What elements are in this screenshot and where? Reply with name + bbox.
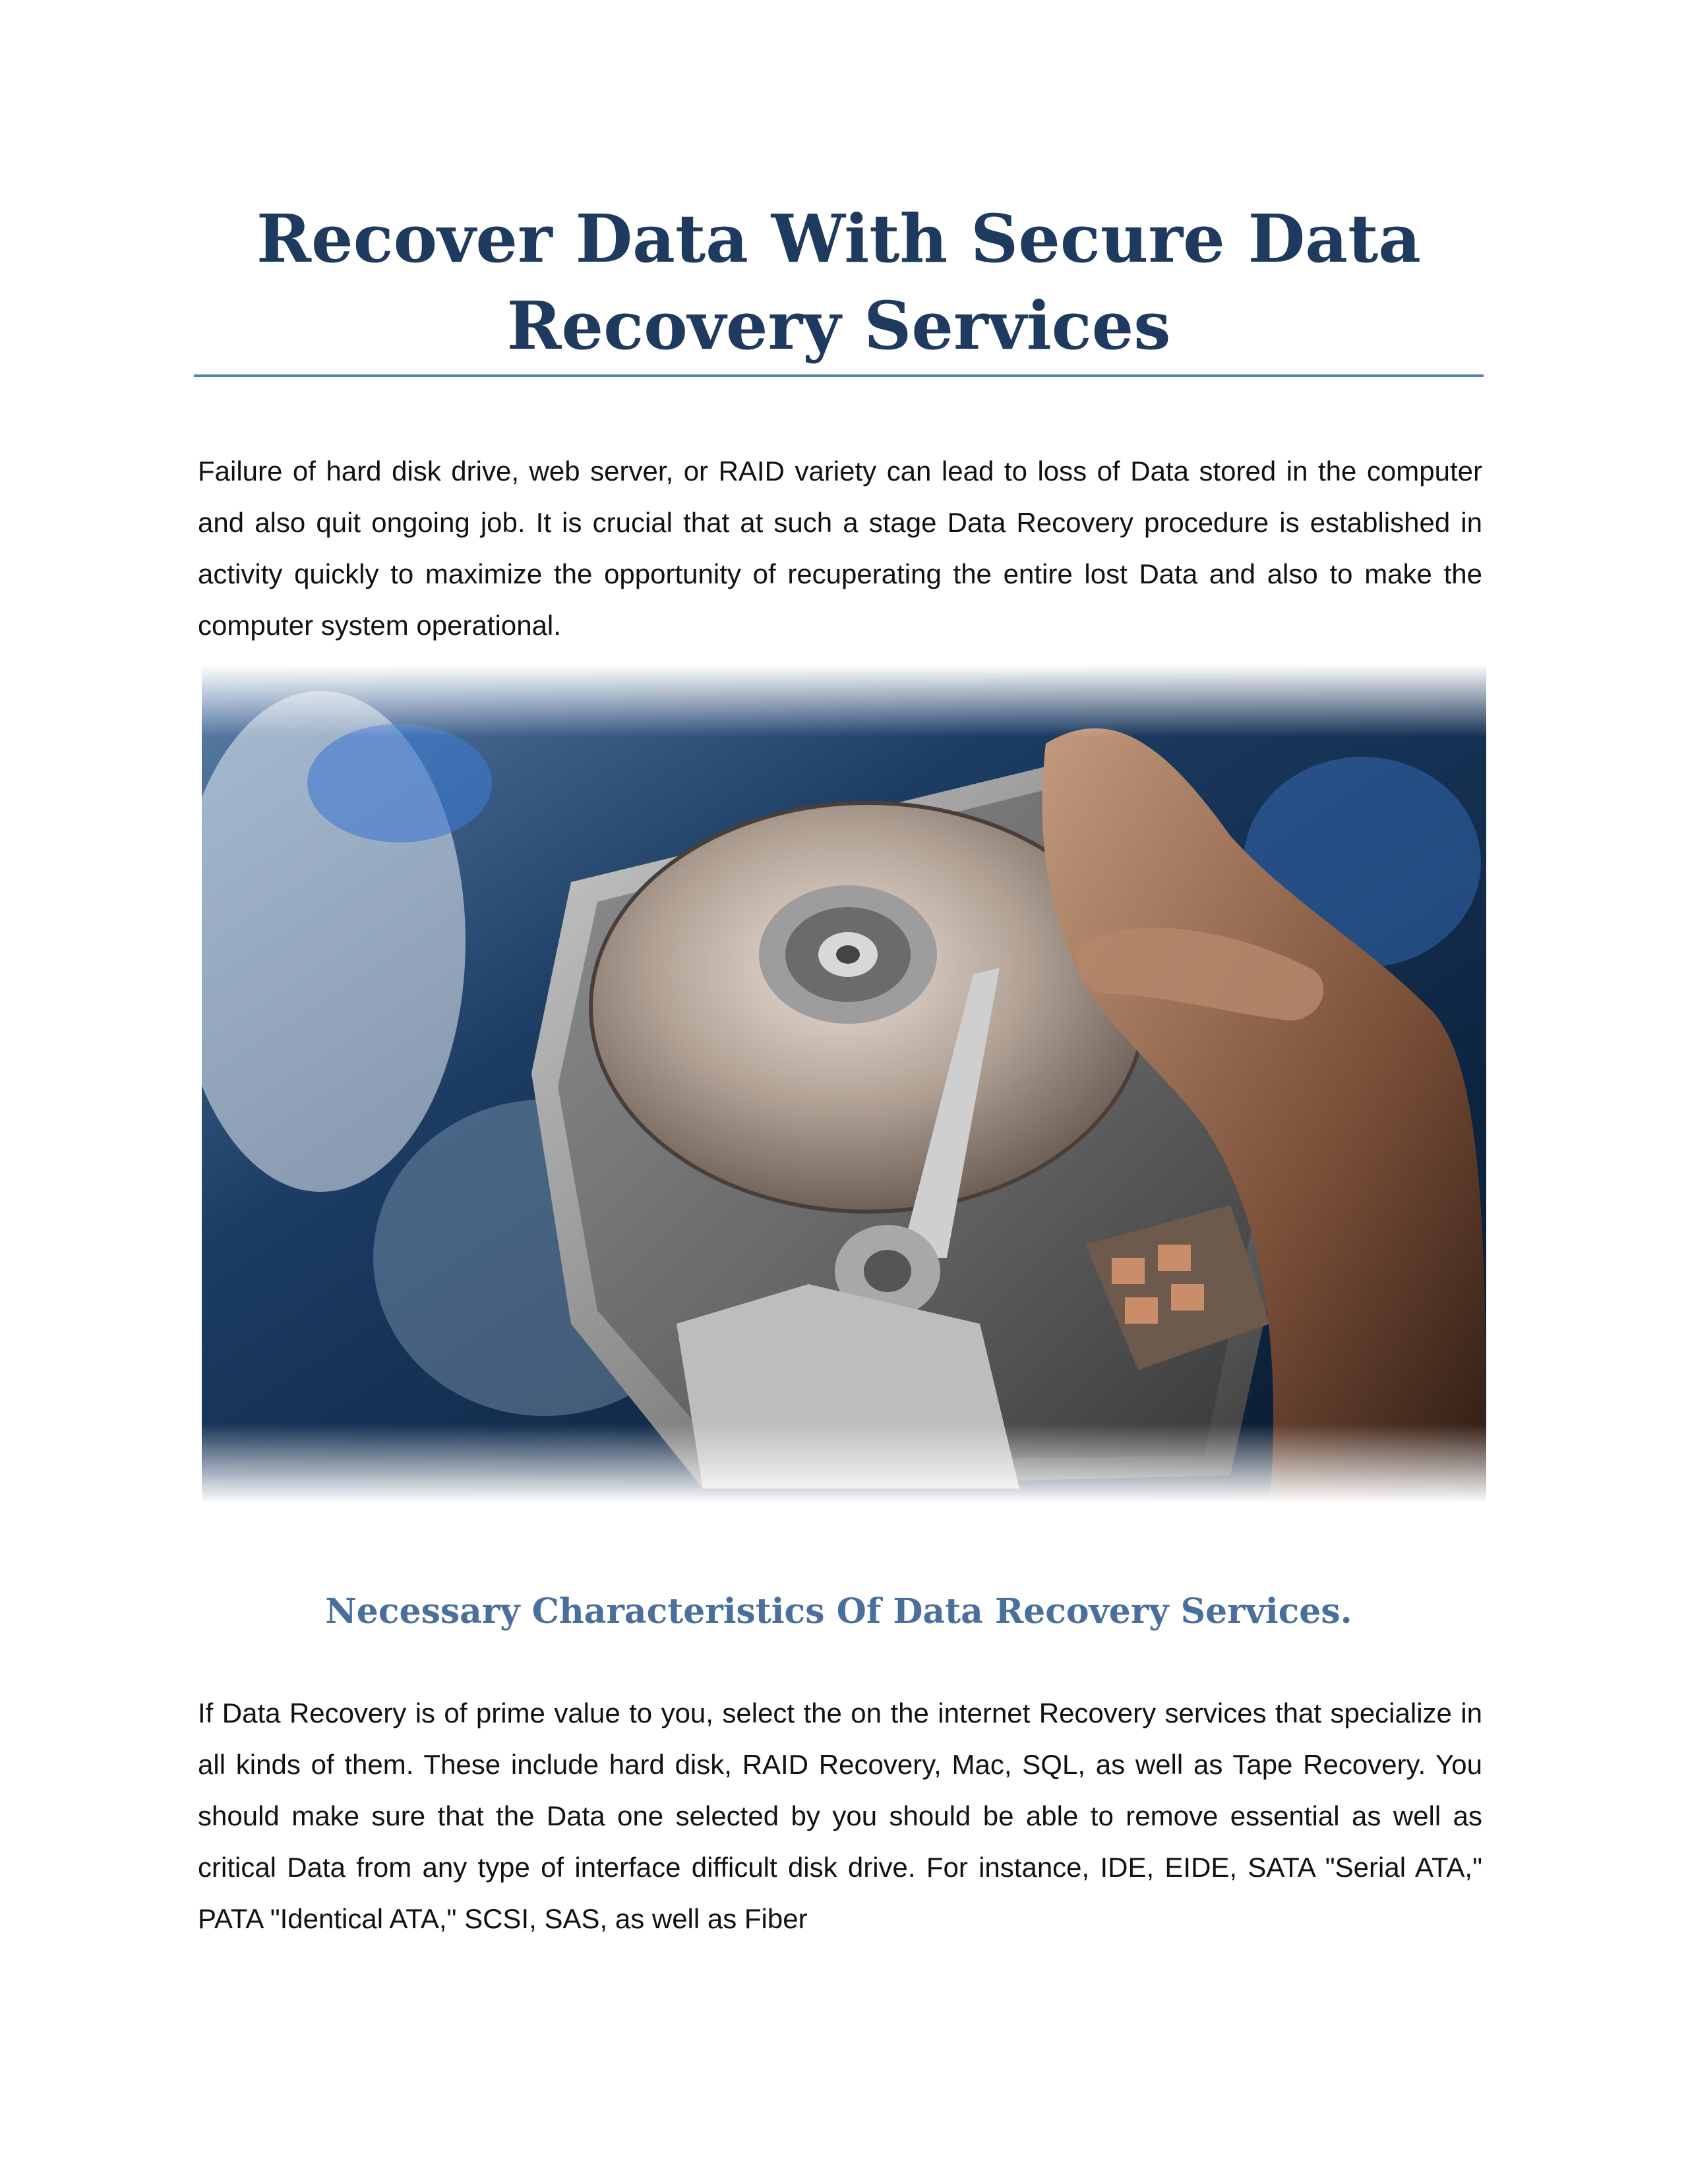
section-heading: Necessary Characteristics Of Data Recovery Services.: [325, 1591, 1352, 1632]
intro-paragraph: Failure of hard disk drive, web server, or RAID variety can lead to loss of Data stored in the computer and also quit ongoing job. It is crucial that at such a stage Data Recovery procedure is established in activity quickly to maximize the opportunity of recuperating the entire lost Data and also to make the computer system operational.: [198, 456, 1482, 641]
document-title: Recover Data With Secure Data Recovery Services: [256, 200, 1422, 365]
hard-drive-photo: [202, 664, 1486, 1503]
section-paragraph: If Data Recovery is of prime value to you, select the on the internet Recovery services that specialize in all kinds of them. These include hard disk, RAID Recovery, Mac, SQL, as well as Tape Recovery. You should make sure that the Data one selected by you should be able to remove essential as well as critical Data from any type of interface difficult disk drive. For instance, IDE, EIDE, SATA "Serial ATA," PATA "Identical ATA," SCSI, SAS, as well as Fiber: [198, 1697, 1482, 1934]
title-underline: [194, 374, 1484, 377]
